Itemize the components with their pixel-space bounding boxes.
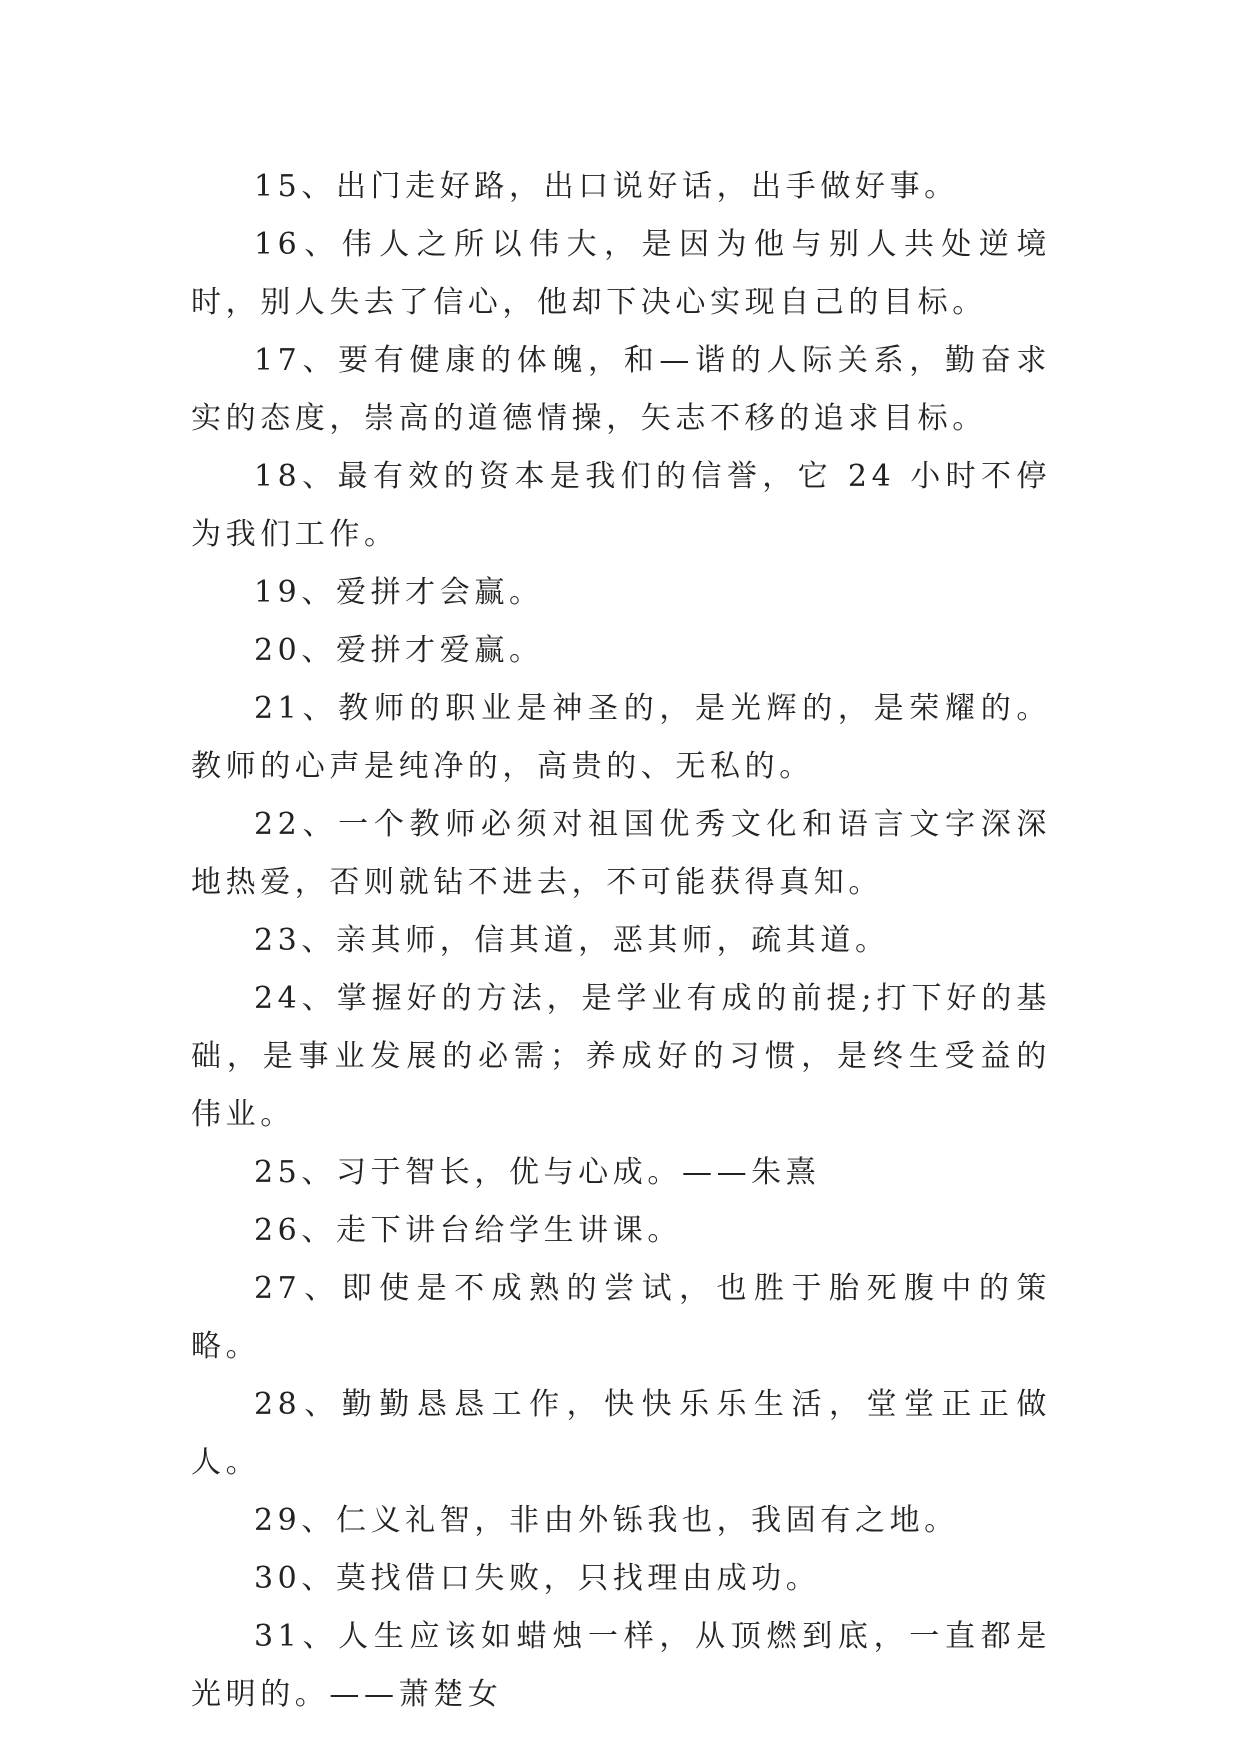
paragraph-31: 31、人生应该如蜡烛一样，从顶燃到底，一直都是光明的。——萧楚女 <box>191 1619 1051 1712</box>
paragraph-28: 28、勤勤恳恳工作，快快乐乐生活，堂堂正正做人。 <box>191 1387 1051 1480</box>
paragraph-27: 27、即使是不成熟的尝试，也胜于胎死腹中的策略。 <box>191 1271 1051 1364</box>
paragraph-16: 16、伟人之所以伟大，是因为他与别人共处逆境时，别人失去了信心，他却下决心实现自己的目标。 <box>191 227 1051 320</box>
paragraph-29: 29、仁义礼智，非由外铄我也，我固有之地。 <box>254 1503 959 1538</box>
paragraph-15: 15、出门走好路，出口说好话，出手做好事。 <box>254 169 959 204</box>
paragraph-24: 24、掌握好的方法，是学业有成的前提;打下好的基础，是事业发展的必需；养成好的习惯，是终生受益的伟业。 <box>191 981 1051 1132</box>
paragraph-22: 22、一个教师必须对祖国优秀文化和语言文字深深地热爱，否则就钻不进去，不可能获得真知。 <box>191 807 1051 900</box>
paragraph-30: 30、莫找借口失败，只找理由成功。 <box>254 1561 821 1596</box>
paragraph-20: 20、爱拼才爱赢。 <box>254 633 544 668</box>
paragraph-18: 18、最有效的资本是我们的信誉，它 24 小时不停为我们工作。 <box>191 459 1051 552</box>
paragraph-23: 23、亲其师，信其道，恶其师，疏其道。 <box>254 923 890 958</box>
paragraph-19: 19、爱拼才会赢。 <box>254 575 544 610</box>
paragraph-17: 17、要有健康的体魄，和—谐的人际关系，勤奋求实的态度，崇高的道德情操，矢志不移的追求目标。 <box>191 343 1051 436</box>
paragraph-26: 26、走下讲台给学生讲课。 <box>254 1213 682 1248</box>
document-body <box>191 158 1051 1724</box>
paragraph-21: 21、教师的职业是神圣的，是光辉的，是荣耀的。教师的心声是纯净的，高贵的、无私的。 <box>191 691 1051 784</box>
paragraph-25: 25、习于智长，优与心成。——朱熹 <box>254 1155 821 1190</box>
